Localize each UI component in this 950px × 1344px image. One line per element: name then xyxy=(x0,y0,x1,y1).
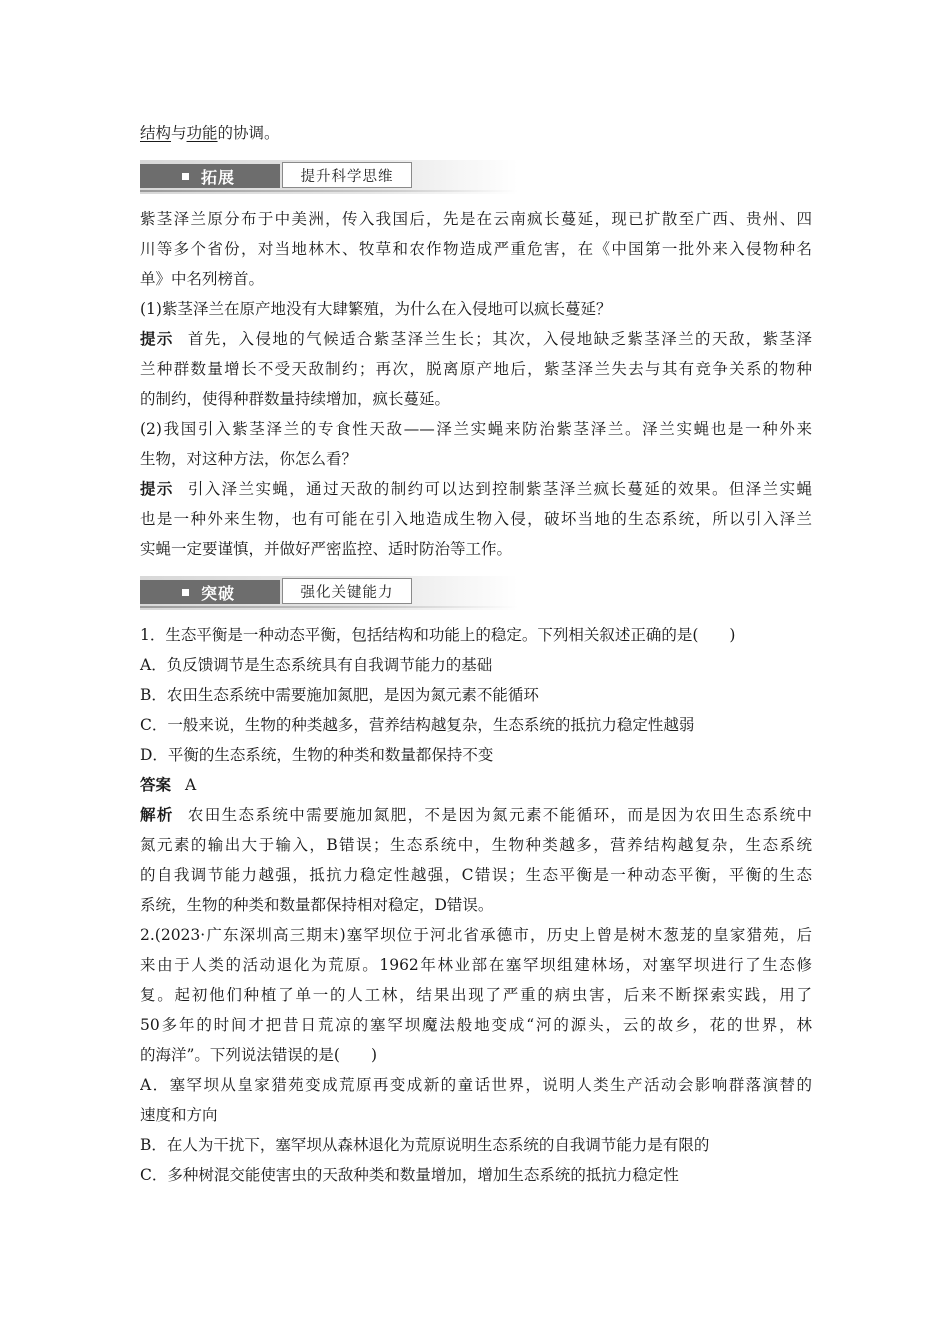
banner-rule xyxy=(140,606,518,608)
question-1-answer xyxy=(140,770,812,800)
expand-question-1: (1)紫茎泽兰在原产地没有大肆繁殖，为什么在入侵地可以疯长蔓延？ xyxy=(140,300,612,318)
banner-title: 拓展 xyxy=(201,167,236,187)
expand-paragraph-line: 单》中名列榜首。 xyxy=(140,270,265,288)
expand-paragraph-line: 紫茎泽兰原分布于中美洲，传入我国后，先是在云南疯长蔓延，现已扩散至广西、贵州、四 xyxy=(140,210,812,228)
hint-2-line: 实蝇一定要谨慎，并做好严密监控、适时防治等工作。 xyxy=(140,540,513,558)
question-1-stem: 1．生态平衡是一种动态平衡，包括结构和功能上的稳定。下列相关叙述正确的是( ) xyxy=(140,626,736,644)
analysis-line: 系统，生物的种类和数量都保持相对稳定，D错误。 xyxy=(140,896,494,914)
banner-subtitle: 强化关键能力 xyxy=(282,578,412,604)
expand-question-2-line: (2)我国引入紫茎泽兰的专食性天敌——泽兰实蝇来防治紫茎泽兰。泽兰实蝇也是一种外来 xyxy=(140,420,812,438)
answer-value: A xyxy=(185,776,197,794)
square-bullet-icon xyxy=(182,589,189,596)
document-page xyxy=(140,118,812,1190)
analysis-line: 氮元素的输出大于输入，B错误；生态系统中，生物种类越多，营养结构越复杂，生态系统 xyxy=(140,836,812,854)
banner-subtitle: 提升科学思维 xyxy=(282,162,412,188)
keyword-function: 功能 xyxy=(186,124,218,142)
analysis-label: 解析 xyxy=(140,806,174,824)
keyword-structure: 结构 xyxy=(140,124,172,142)
hint-1-line: 兰种群数量增长不受天敌制约；再次，脱离原产地后，紫茎泽兰失去与其有竞争关系的物种 xyxy=(140,360,812,378)
banner-title: 突破 xyxy=(201,583,236,603)
question-1-option-a: A．负反馈调节是生态系统具有自我调节能力的基础 xyxy=(140,656,493,674)
hint-2-line: 也是一种外来生物，也有可能在引入地造成生物入侵，破坏当地的生态系统，所以引入泽兰 xyxy=(140,510,812,528)
question-2-stem-line: 复。起初他们种植了单一的人工林，结果出现了严重的病虫害，后来不断探索实践，用了 xyxy=(140,986,812,1004)
square-bullet-icon xyxy=(182,173,189,180)
hint-1-line: 的制约，使得种群数量持续增加，疯长蔓延。 xyxy=(140,390,451,408)
question-2-stem-line: 2.(2023·广东深圳高三期末)塞罕坝位于河北省承德市，历史上曾是树木葱茏的皇家猎苑，后 xyxy=(140,926,812,944)
hint-label: 提示 xyxy=(140,330,174,348)
hint-2-line: 提示 引入泽兰实蝇，通过天敌的制约可以达到控制紫茎泽兰疯长蔓延的效果。但泽兰实蝇 xyxy=(140,480,812,498)
question-2-option-a-cont: 速度和方向 xyxy=(140,1106,218,1124)
expand-paragraph-line: 川等多个省份，对当地林木、牧草和农作物造成严重危害，在《中国第一批外来入侵物种名 xyxy=(140,240,812,258)
question-1-option-d: D．平衡的生态系统，生物的种类和数量都保持不变 xyxy=(140,746,494,764)
hint-1-line: 提示 首先，入侵地的气候适合紫茎泽兰生长；其次，入侵地缺乏紫茎泽兰的天敌，紫茎泽 xyxy=(140,330,812,348)
hint-label: 提示 xyxy=(140,480,174,498)
analysis-line: 的自我调节能力越强，抵抗力稳定性越强，C错误；生态平衡是一种动态平衡，平衡的生态 xyxy=(140,866,812,884)
expand-question-2-line: 生物，对这种方法，你怎么看？ xyxy=(140,450,358,468)
answer-label: 答案 xyxy=(140,776,172,794)
question-2-stem-line: 50多年的时间才把昔日荒凉的塞罕坝魔法般地变成“河的源头，云的故乡，花的世界，林 xyxy=(140,1016,812,1034)
section-banner-expand xyxy=(140,160,518,194)
question-2-option-c: C．多种树混交能使害虫的天敌种类和数量增加，增加生态系统的抵抗力稳定性 xyxy=(140,1166,679,1184)
question-1-option-b: B．农田生态系统中需要施加氮肥，是因为氮元素不能循环 xyxy=(140,686,539,704)
intro-line: 结构与功能的协调。 xyxy=(140,124,280,142)
question-2-stem-line: 的海洋”。下列说法错误的是( ) xyxy=(140,1046,378,1064)
question-2-option-a: A．塞罕坝从皇家猎苑变成荒原再变成新的童话世界，说明人类生产活动会影响群落演替的 xyxy=(140,1076,812,1094)
question-1-option-c: C．一般来说，生物的种类越多，营养结构越复杂，生态系统的抵抗力稳定性越弱 xyxy=(140,716,695,734)
question-2-option-b: B．在人为干扰下，塞罕坝从森林退化为荒原说明生态系统的自我调节能力是有限的 xyxy=(140,1136,710,1154)
question-2-stem-line: 来由于人类的活动退化为荒原。1962年林业部在塞罕坝组建林场，对塞罕坝进行了生态修 xyxy=(140,956,812,974)
section-banner-break xyxy=(140,576,518,610)
banner-rule xyxy=(140,190,518,192)
analysis-line: 解析 农田生态系统中需要施加氮肥，不是因为氮元素不能循环，而是因为农田生态系统中 xyxy=(140,806,812,824)
